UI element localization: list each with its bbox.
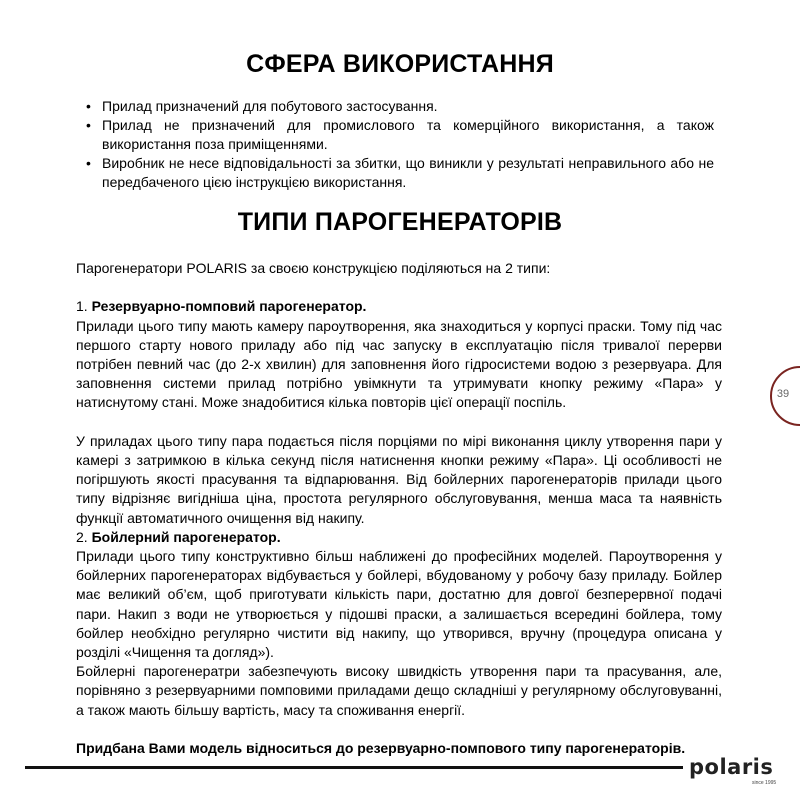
type1-heading: 1. Резервуарно-помповий парогенератор. [76, 298, 367, 315]
section-title-usage: СФЕРА ВИКОРИСТАННЯ [246, 50, 554, 78]
bullet-icon: • [86, 117, 91, 133]
footer-divider [25, 766, 683, 769]
logo-tagline: since 1995 [752, 780, 777, 786]
usage-bullet-list [78, 97, 714, 192]
type2-heading: 2. Бойлерний парогенератор. [76, 528, 281, 545]
list-item: • Прилад призначений для побутового застосування. [86, 98, 438, 114]
intro-paragraph: Парогенератори POLARIS за своєю конструкцією поділяються на 2 типи: [76, 260, 551, 276]
list-item: • Прилад не призначений для промислового та комерційного використання, а також використання поза приміщеннями. [86, 117, 714, 152]
bullet-icon: • [86, 155, 91, 171]
list-item: • Виробник не несе відповідальності за збитки, що виникли у результаті неправильного або не передбаченого цією інструкцією використання. [86, 155, 714, 190]
conclusion-text: Придбана Вами модель відноситься до резервуарно-помпового типу парогенераторів. [76, 740, 686, 757]
type1-paragraph-1: Прилади цього типу мають камеру пароутворення, яка знаходиться у корпусі праски. Тому під час першого старту нового приладу або під час запуску в експлуатацію після тривалої перерви потрібен певний час (до 2-х хвилин) для заповнення його гідросистеми водою з резервуара. Для заповнення системи прилад потрібно увімкнути та утримувати кнопку режиму «Пара» у натиснутому стані. Може знадобитися кілька повторів цієї операції поспіль. [76, 317, 722, 411]
types-body [76, 259, 722, 758]
polaris-logo: polaris [689, 755, 774, 779]
type2-paragraph-2: Бойлерні парогенератри забезпечують високу швидкість утворення пари та прасування, але, порівняно з резервуарними помповими приладами дещо складніші у регулярному обслуговуванні, а також мають більшу вартість, масу та споживання енергії. [76, 663, 722, 718]
page-number: 39 [776, 388, 790, 400]
section-title-types: ТИПИ ПАРОГЕНЕРАТОРІВ [237, 208, 563, 236]
type2-paragraph-1: Прилади цього типу конструктивно більш наближені до професійних моделей. Пароутворення у бойлерних парогенераторах відбувається у бойлері, вбудованому у робочу базу приладу. Бойлер має великий об’єм, щоб приготувати кількість пари, достатню для довгої безперервної подачі пари. Накип з води не утворюється у підошві праски, а залишається всередині бойлера, тому бойлер необхідно регулярно чистити від накипу, що утворився, вручну (процедура описана у розділі «Чищення та догляд»). [76, 548, 722, 661]
type1-paragraph-2: У приладах цього типу пара подається після порціями по мірі виконання циклу утворення пари у камері з затримкою в кілька секунд після натиснення кнопки режиму «Пара». Ці особливості не погіршують якості прасування та відпарювання. Від бойлерних парогенераторів прилади цього типу відрізняє вигідніша ціна, простота регулярного обслуговування, менша маса та наявність функції автоматичного очищення від накипу. [76, 432, 722, 526]
bullet-icon: • [86, 98, 91, 114]
